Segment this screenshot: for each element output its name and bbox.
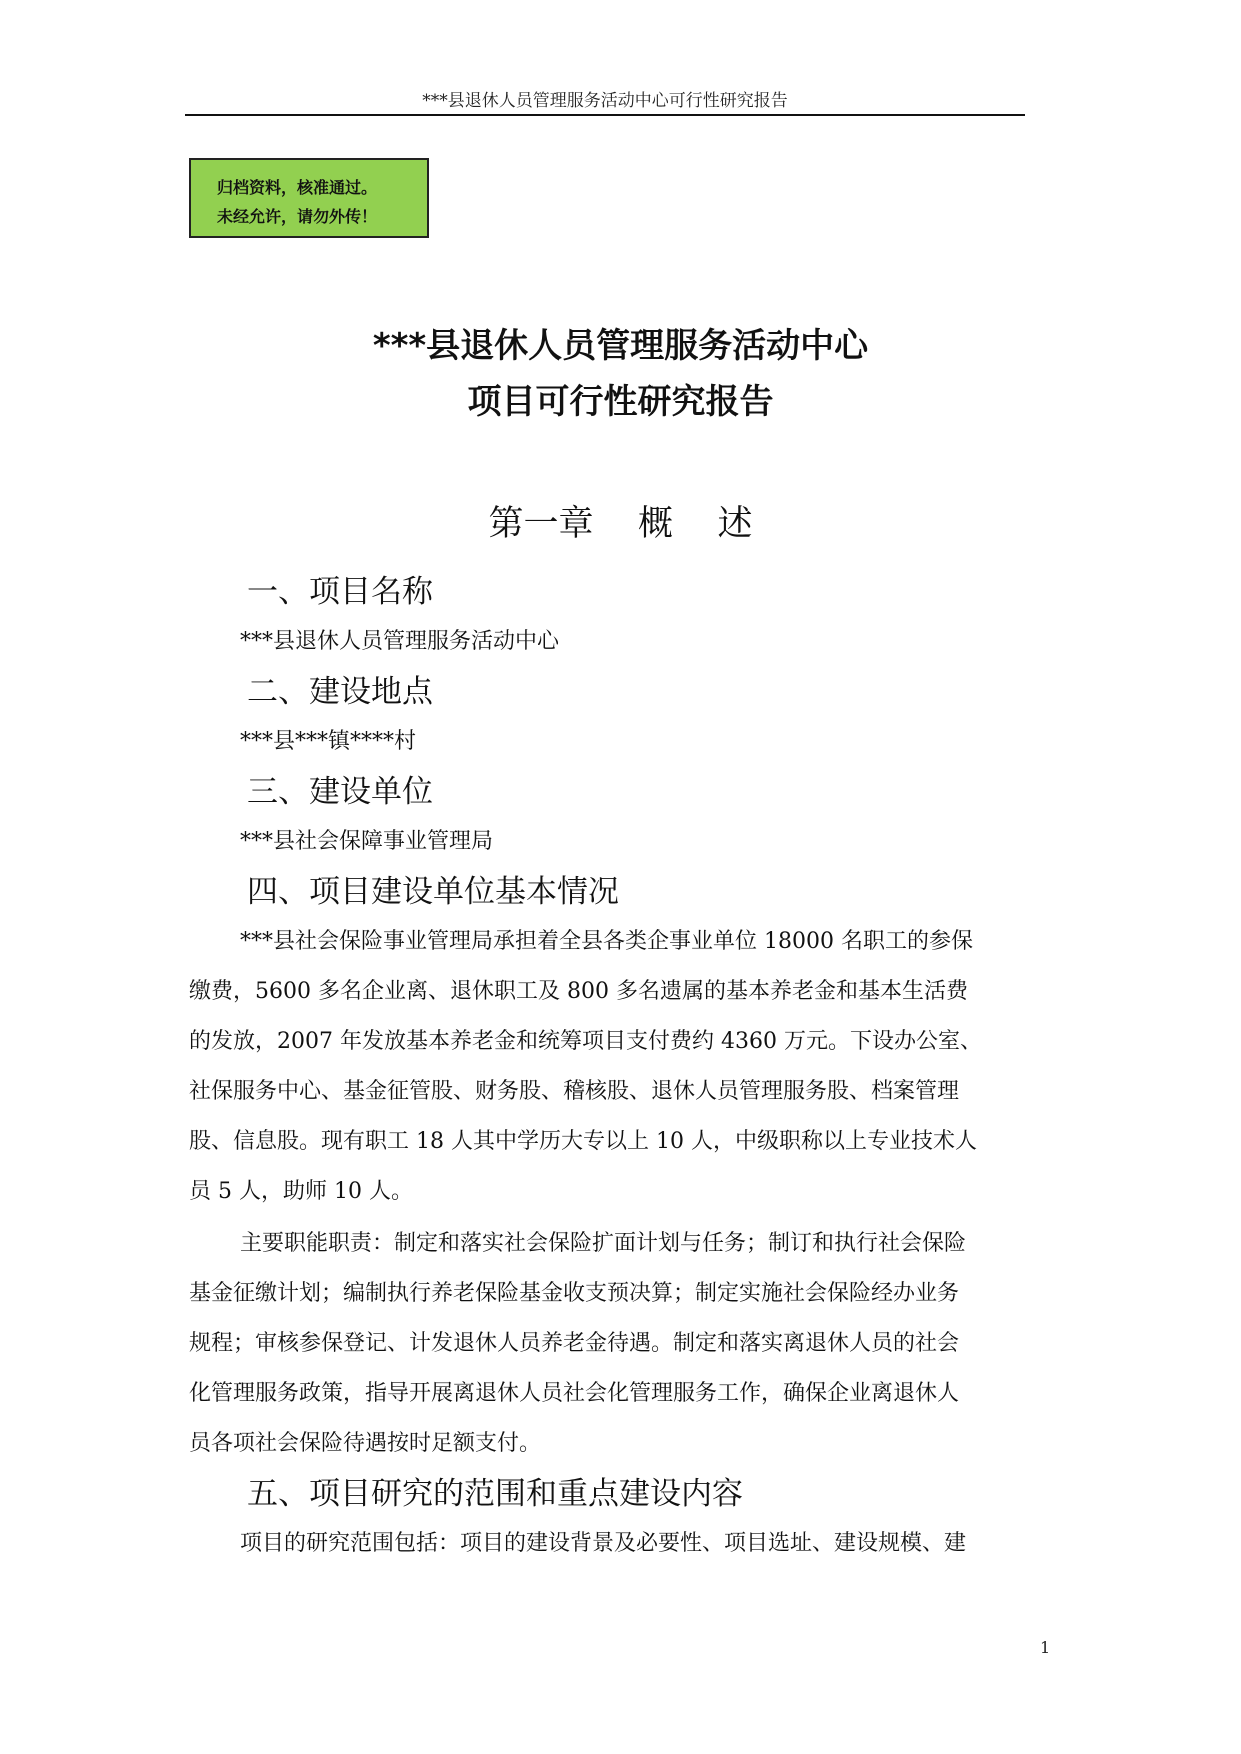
- section-heading-3: 三、建设单位: [247, 774, 433, 810]
- document-title-line-2: 项目可行性研究报告: [467, 382, 774, 422]
- section-3-text: ***县社会保障事业管理局: [240, 829, 494, 854]
- page-number: 1: [1040, 1638, 1051, 1657]
- section-heading-4: 四、项目建设单位基本情况: [247, 874, 619, 910]
- running-header: ***县退休人员管理服务活动中心可行性研究报告: [422, 91, 788, 111]
- paragraph-line: 缴费，5600 多名企业离、退休职工及 800 多名遗属的基本养老金和基本生活费: [189, 979, 968, 1004]
- paragraph-line: ***县社会保险事业管理局承担着全县各类企事业单位 18000 名职工的参保: [240, 929, 973, 954]
- section-2-text: ***县***镇****村: [240, 729, 417, 754]
- paragraph-line: 员 5 人，助师 10 人。: [189, 1179, 413, 1204]
- paragraph-line: 规程；审核参保登记、计发退休人员养老金待遇。制定和落实离退休人员的社会: [189, 1331, 960, 1356]
- stamp-line-2: 未经允许，请勿外传！: [217, 207, 378, 226]
- paragraph-line: 社保服务中心、基金征管股、财务股、稽核股、退休人员管理服务股、档案管理: [189, 1079, 960, 1104]
- paragraph-line: 项目的研究范围包括：项目的建设背景及必要性、项目选址、建设规模、建: [240, 1531, 967, 1556]
- paragraph-line: 化管理服务政策，指导开展离退休人员社会化管理服务工作，确保企业离退休人: [189, 1381, 960, 1406]
- archive-stamp: [189, 158, 429, 238]
- document-title-line-1: ***县退休人员管理服务活动中心: [372, 326, 869, 366]
- paragraph-line: 基金征缴计划；编制执行养老保险基金收支预决算；制定实施社会保险经办业务: [189, 1281, 960, 1306]
- section-1-text: ***县退休人员管理服务活动中心: [240, 629, 560, 654]
- paragraph-line: 主要职能职责：制定和落实社会保险扩面计划与任务；制订和执行社会保险: [240, 1231, 967, 1256]
- header-rule: [185, 114, 1025, 116]
- paragraph-line: 员各项社会保险待遇按时足额支付。: [189, 1431, 542, 1456]
- section-heading-5: 五、项目研究的范围和重点建设内容: [247, 1476, 743, 1512]
- chapter-heading: 第一章 概 述: [488, 504, 753, 544]
- section-heading-1: 一、项目名称: [247, 574, 433, 610]
- paragraph-line: 股、信息股。现有职工 18 人其中学历大专以上 10 人，中级职称以上专业技术人: [189, 1129, 977, 1154]
- section-heading-2: 二、建设地点: [247, 674, 433, 710]
- stamp-line-1: 归档资料，核准通过。: [217, 178, 378, 197]
- paragraph-line: 的发放，2007 年发放基本养老金和统筹项目支付费约 4360 万元。下设办公室、: [189, 1029, 982, 1054]
